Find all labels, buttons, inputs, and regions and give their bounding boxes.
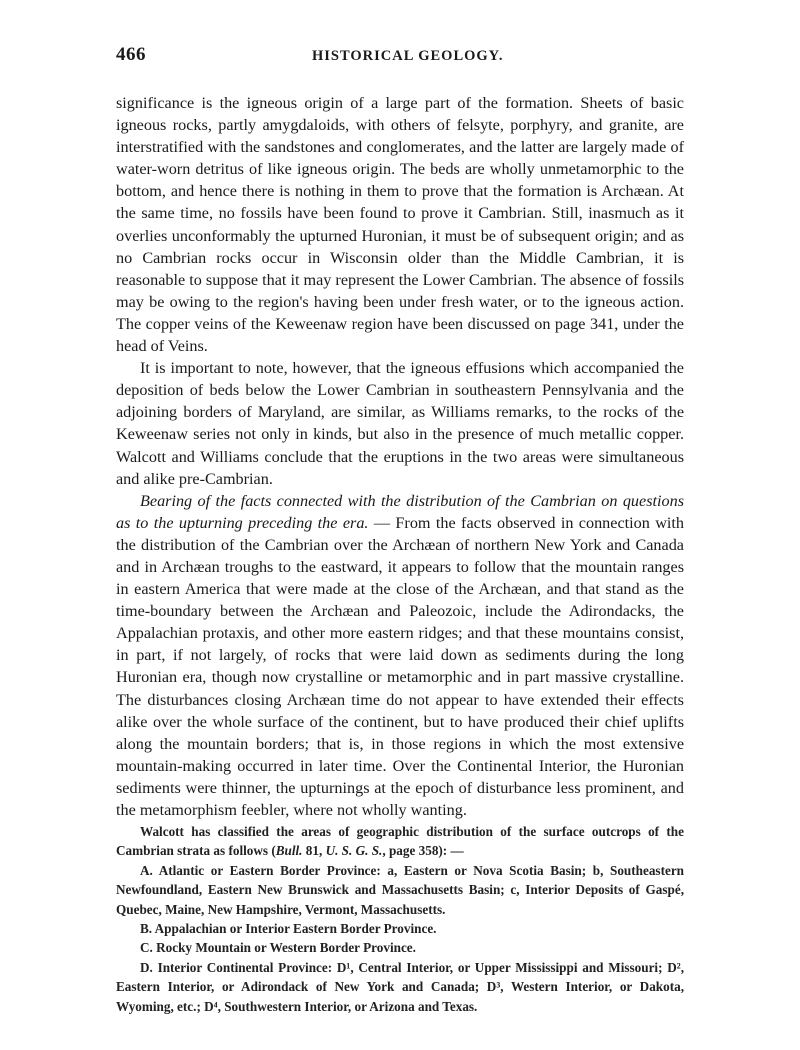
footnote-item-c: C. Rocky Mountain or Western Border Province. <box>140 940 416 956</box>
running-head: HISTORICAL GEOLOGY. <box>312 48 504 64</box>
footnote-intro-text-2: 81, <box>302 843 326 859</box>
footnote-item-a: A. Atlantic or Eastern Border Province: a, Eastern or Nova Scotia Basin; b, Southeastern Newfoundland, Eastern New Brunswick and Massachusetts Basin; c, Interior Deposits of Gaspé, Quebec, Maine, New Hampshire, Vermont, Massachusetts. <box>116 862 684 917</box>
footnote-item-b: B. Appalachian or Interior Eastern Border Province. <box>140 921 437 937</box>
footnotes <box>116 822 684 1016</box>
page-header <box>116 44 686 72</box>
paragraph-3-text: — From the facts observed in connection with the distribution of the Cambrian over the Archæan of northern New York and Canada and in Archæan troughs to the eastward, it appears to follow that the mountain ranges in eastern America that were made at the close of the Archæan, and that stand as the time-boundary between the Archæan and Paleozoic, include the Adirondacks, the Appalachian protaxis, and other more eastern ridges; and that these mountains consist, in part, if not largely, of rocks that were laid down as sediments during the long Huronian era, though now crystalline or metamorphic and in part massive crystalline. The disturbances closing Archæan time do not appear to have extended their effects alike over the whole surface of the continent, but to have produced their chief uplifts along the mountain borders; that is, in those regions in which the most extensive mountain-making occurred in later time. Over the Continental Interior, the Huronian sediments were thinner, the upturnings at the epoch of disturbance less prominent, and the metamorphism feebler, where not wholly wanting. <box>116 513 684 819</box>
footnote-item-d: D. Interior Continental Province: D¹, Central Interior, or Upper Mississippi and Missouri; D², Eastern Interior, or Adirondack of New York and Canada; D³, Western Interior, or Dakota, Wyoming, etc.; D⁴, Southwestern Interior, or Arizona and Texas. <box>116 959 684 1014</box>
paragraph-3 <box>116 490 684 821</box>
footnote-intro-text: Walcott has classified the areas of geographic distribution of the surface outcrops of the Cambrian strata as follows ( <box>116 824 684 859</box>
main-text <box>116 92 684 821</box>
paragraph-1: significance is the igneous origin of a large part of the formation. Sheets of basic igneous rocks, partly amygdaloids, with others of felsyte, porphyry, and granite, are interstratified with the sandstones and conglomerates, and the latter are largely made of water-worn detritus of like igneous origin. The beds are wholly unmetamorphic to the bottom, and hence there is nothing in them to prove that the formation is Archæan. At the same time, no fossils have been found to prove it Cambrian. Still, inasmuch as it overlies unconformably the upturned Huronian, it must be of subsequent origin; and as no Cambrian rocks occur in Wisconsin older than the Middle Cambrian, it is reasonable to suppose that it may represent the Lower Cambrian. The absence of fossils may be owing to the region's having been under fresh water, or to the igneous action. The copper veins of the Keweenaw region have been discussed on page 341, under the head of Veins. <box>116 94 684 356</box>
footnote-intro <box>116 822 684 861</box>
page-number: 466 <box>116 44 146 65</box>
footnote-intro-text-3: , page 358): — <box>382 843 464 859</box>
section-heading: Bearing of the facts connected with the distribution of the Cambrian on questions as to the upturning preceding the era. <box>116 491 684 532</box>
paragraph-2: It is important to note, however, that the igneous effusions which accompanied the deposition of beds below the Lower Cambrian in southeastern Pennsylvania and the adjoining borders of Maryland, are similar, as Williams remarks, to the rocks of the Keweenaw series not only in kinds, but also in the presence of much metallic copper. Walcott and Williams conclude that the eruptions in the two areas were simultaneous and alike pre-Cambrian. <box>116 359 684 488</box>
citation-bulletin: Bull. <box>275 843 303 859</box>
citation-usgs: U. S. G. S. <box>325 843 383 859</box>
